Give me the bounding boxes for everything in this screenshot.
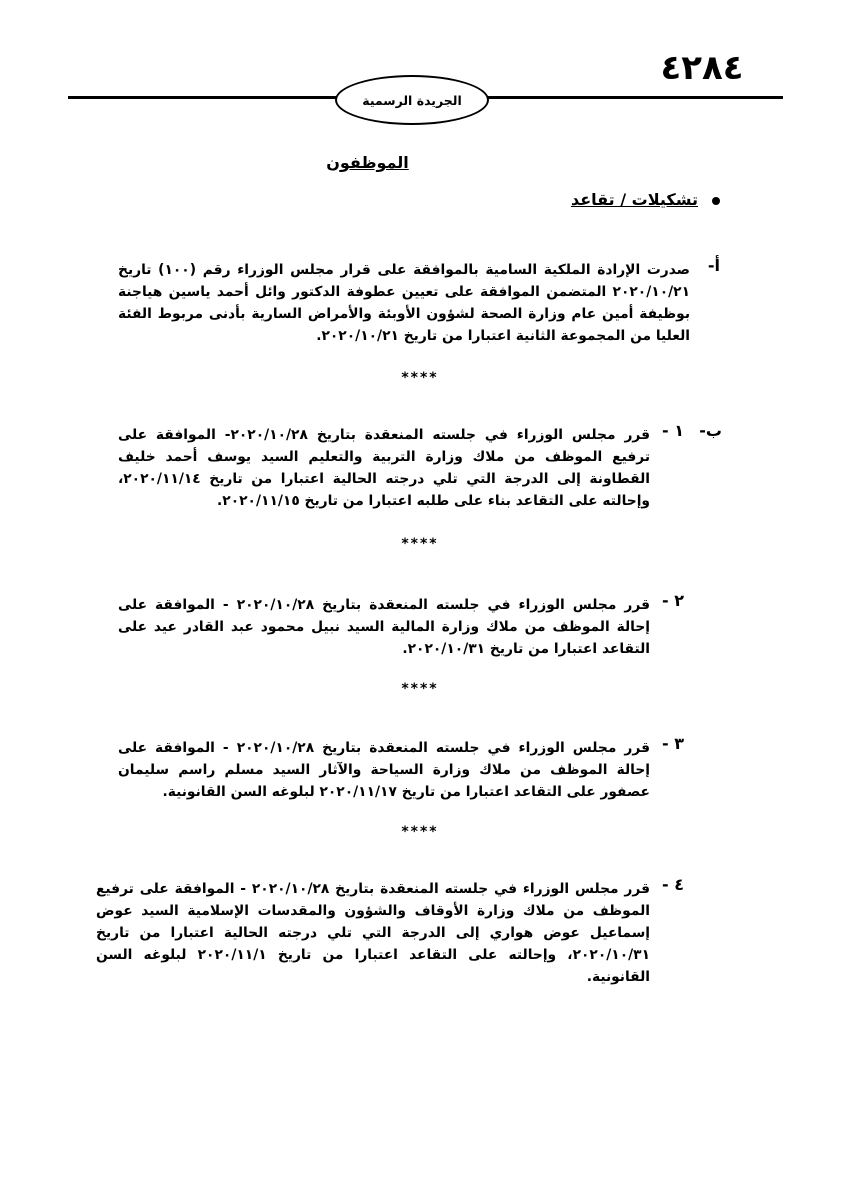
separator: ****: [401, 681, 439, 697]
entry-a-label: أ-: [707, 256, 720, 275]
entry-a-text: صدرت الإرادة الملكية السامية بالموافقة على قرار مجلس الوزراء رقم (١٠٠) تاريخ ٢٠٢٠/١٠/٢١ المتضمن الموافقة على تعيين عطوفة الدكتور وائل أحمد ياسين هياجنة بوظيفة أمين عام وزارة الصحة لشؤون الأوبئة والأمراض السارية بأدنى مربوط الفئة العليا من المجموعة الثانية اعتبارا من تاريخ ٢٠٢٠/١٠/٢١.: [118, 262, 690, 344]
section-heading: [530, 190, 720, 209]
separator: ****: [401, 824, 439, 840]
entry-b4-text: قرر مجلس الوزراء في جلسته المنعقدة بتاريخ ٢٠٢٠/١٠/٢٨ - الموافقة على ترفيع الموظف من ملاك وزارة الأوقاف والشؤون والمقدسات الإسلامية السيد عوض إسماعيل عوض هواري إلى الدرجة التي تلي درجته الحالية اعتبارا من تاريخ ٢٠٢٠/١٠/٣١، وإحالته على التقاعد اعتبارا من تاريخ ٢٠٢٠/١١/١ لبلوغه السن القانونية.: [96, 881, 651, 985]
entry-b3-number: ٣ -: [662, 734, 684, 753]
separator: ****: [401, 536, 439, 552]
page-number: ٤٢٨٤: [660, 48, 744, 88]
entry-b1-text: قرر مجلس الوزراء في جلسته المنعقدة بتاريخ ٢٠٢٠/١٠/٢٨- الموافقة على ترفيع الموظف من ملاك وزارة التربية والتعليم السيد يوسف أحمد خليف القطاونة إلى الدرجة التي تلي درجته الحالية اعتبارا من تاريخ ٢٠٢٠/١١/١٤، وإحالته على التقاعد بناء على طلبه اعتبارا من تاريخ ٢٠٢٠/١١/١٥.: [118, 427, 651, 509]
separator: ****: [401, 370, 439, 386]
section-heading-text: تشكيلات / تقاعد: [570, 190, 698, 209]
bullet-icon: [712, 197, 720, 205]
entry-b2-number: ٢ -: [662, 591, 684, 610]
entry-b4-number: ٤ -: [662, 875, 684, 894]
entry-b2-text: قرر مجلس الوزراء في جلسته المنعقدة بتاريخ ٢٠٢٠/١٠/٢٨ - الموافقة على إحالة الموظف من ملاك وزارة المالية السيد نبيل محمود عبد القادر عيد على التقاعد اعتبارا من تاريخ ٢٠٢٠/١٠/٣١.: [118, 597, 650, 657]
gazette-title: الجريدة الرسمية: [362, 92, 462, 108]
entry-b3-text: قرر مجلس الوزراء في جلسته المنعقدة بتاريخ ٢٠٢٠/١٠/٢٨ - الموافقة على إحالة الموظف من ملاك وزارة السياحة والآثار السيد مسلم راسم سليمان عصفور على التقاعد اعتبارا من تاريخ ٢٠٢٠/١١/١٧ لبلوغه السن القانونية.: [118, 740, 650, 800]
section-title: الموظفون: [326, 153, 409, 172]
entry-b-label: ب-: [699, 421, 722, 440]
entry-b1-number: ١ -: [662, 421, 684, 440]
gazette-title-oval: [335, 75, 489, 125]
